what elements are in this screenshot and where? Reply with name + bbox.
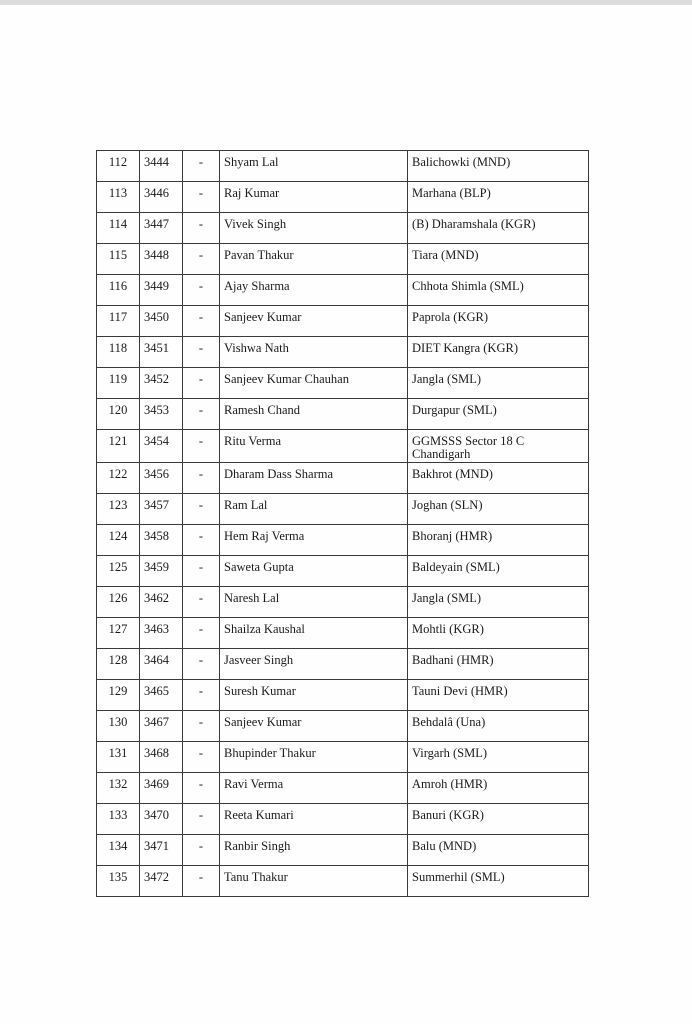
posting-place-cell: Summerhil (SML) <box>408 866 589 897</box>
person-name-cell: Ram Lal <box>220 494 408 525</box>
id-number-cell: 3463 <box>140 618 183 649</box>
person-name-cell: Pavan Thakur <box>220 244 408 275</box>
serial-number-cell: 134 <box>97 835 140 866</box>
posting-place-cell: Paprola (KGR) <box>408 306 589 337</box>
table-row <box>97 711 589 742</box>
serial-number-cell: 117 <box>97 306 140 337</box>
posting-place-cell: Balichowki (MND) <box>408 151 589 182</box>
person-name-cell: Vivek Singh <box>220 213 408 244</box>
serial-number-cell: 130 <box>97 711 140 742</box>
table-row <box>97 649 589 680</box>
serial-number-cell: 124 <box>97 525 140 556</box>
serial-number-cell: 114 <box>97 213 140 244</box>
id-number-cell: 3470 <box>140 804 183 835</box>
serial-number-cell: 125 <box>97 556 140 587</box>
posting-place-cell: Durgapur (SML) <box>408 399 589 430</box>
table-row <box>97 494 589 525</box>
table-row <box>97 244 589 275</box>
serial-number-cell: 131 <box>97 742 140 773</box>
serial-number-cell: 133 <box>97 804 140 835</box>
person-name-cell: Reeta Kumari <box>220 804 408 835</box>
serial-number-cell: 122 <box>97 463 140 494</box>
person-name-cell: Shailza Kaushal <box>220 618 408 649</box>
serial-number-cell: 135 <box>97 866 140 897</box>
posting-place-cell: Chhota Shimla (SML) <box>408 275 589 306</box>
serial-number-cell: 121 <box>97 430 140 463</box>
dash-cell: - <box>183 804 220 835</box>
posting-place-cell: Jangla (SML) <box>408 587 589 618</box>
table-row <box>97 773 589 804</box>
person-name-cell: Sanjeev Kumar <box>220 711 408 742</box>
person-name-cell: Jasveer Singh <box>220 649 408 680</box>
id-number-cell: 3448 <box>140 244 183 275</box>
table-row <box>97 556 589 587</box>
dash-cell: - <box>183 151 220 182</box>
posting-place-cell: DIET Kangra (KGR) <box>408 337 589 368</box>
dash-cell: - <box>183 182 220 213</box>
dash-cell: - <box>183 494 220 525</box>
table-row <box>97 275 589 306</box>
posting-place-cell: Mohtli (KGR) <box>408 618 589 649</box>
posting-place-cell: Tiara (MND) <box>408 244 589 275</box>
dash-cell: - <box>183 711 220 742</box>
dash-cell: - <box>183 525 220 556</box>
id-number-cell: 3471 <box>140 835 183 866</box>
person-name-cell: Naresh Lal <box>220 587 408 618</box>
posting-place-cell: GGMSSS Sector 18 C Chandigarh <box>408 430 589 463</box>
dash-cell: - <box>183 368 220 399</box>
dash-cell: - <box>183 399 220 430</box>
person-name-cell: Hem Raj Verma <box>220 525 408 556</box>
posting-place-cell: Bhoranj (HMR) <box>408 525 589 556</box>
id-number-cell: 3450 <box>140 306 183 337</box>
table-row <box>97 587 589 618</box>
person-name-cell: Sanjeev Kumar <box>220 306 408 337</box>
person-name-cell: Ravi Verma <box>220 773 408 804</box>
posting-place-cell: Badhani (HMR) <box>408 649 589 680</box>
dash-cell: - <box>183 463 220 494</box>
id-number-cell: 3454 <box>140 430 183 463</box>
posting-place-cell: Marhana (BLP) <box>408 182 589 213</box>
person-name-cell: Ramesh Chand <box>220 399 408 430</box>
dash-cell: - <box>183 649 220 680</box>
serial-number-cell: 118 <box>97 337 140 368</box>
dash-cell: - <box>183 742 220 773</box>
id-number-cell: 3456 <box>140 463 183 494</box>
dash-cell: - <box>183 306 220 337</box>
serial-number-cell: 119 <box>97 368 140 399</box>
posting-place-cell: Tauni Devi (HMR) <box>408 680 589 711</box>
dash-cell: - <box>183 866 220 897</box>
posting-place-cell: Amroh (HMR) <box>408 773 589 804</box>
posting-place-cell: Balu (MND) <box>408 835 589 866</box>
roster-table <box>96 150 589 897</box>
table-row <box>97 368 589 399</box>
id-number-cell: 3468 <box>140 742 183 773</box>
serial-number-cell: 127 <box>97 618 140 649</box>
person-name-cell: Ranbir Singh <box>220 835 408 866</box>
table-row <box>97 525 589 556</box>
id-number-cell: 3462 <box>140 587 183 618</box>
person-name-cell: Raj Kumar <box>220 182 408 213</box>
roster-table-body <box>97 151 589 897</box>
table-row <box>97 430 589 463</box>
person-name-cell: Shyam Lal <box>220 151 408 182</box>
serial-number-cell: 120 <box>97 399 140 430</box>
table-row <box>97 213 589 244</box>
posting-place-cell: Virgarh (SML) <box>408 742 589 773</box>
table-row <box>97 399 589 430</box>
id-number-cell: 3446 <box>140 182 183 213</box>
posting-place-cell: Jangla (SML) <box>408 368 589 399</box>
id-number-cell: 3472 <box>140 866 183 897</box>
dash-cell: - <box>183 835 220 866</box>
id-number-cell: 3444 <box>140 151 183 182</box>
id-number-cell: 3457 <box>140 494 183 525</box>
person-name-cell: Vishwa Nath <box>220 337 408 368</box>
id-number-cell: 3465 <box>140 680 183 711</box>
serial-number-cell: 132 <box>97 773 140 804</box>
id-number-cell: 3449 <box>140 275 183 306</box>
table-row <box>97 618 589 649</box>
dash-cell: - <box>183 337 220 368</box>
dash-cell: - <box>183 430 220 463</box>
person-name-cell: Sanjeev Kumar Chauhan <box>220 368 408 399</box>
posting-place-cell: Behdalâ (Una) <box>408 711 589 742</box>
posting-place-cell: Baldeyain (SML) <box>408 556 589 587</box>
serial-number-cell: 128 <box>97 649 140 680</box>
posting-place-cell: Joghan (SLN) <box>408 494 589 525</box>
id-number-cell: 3447 <box>140 213 183 244</box>
posting-place-cell: (B) Dharamshala (KGR) <box>408 213 589 244</box>
serial-number-cell: 115 <box>97 244 140 275</box>
id-number-cell: 3464 <box>140 649 183 680</box>
serial-number-cell: 123 <box>97 494 140 525</box>
serial-number-cell: 113 <box>97 182 140 213</box>
serial-number-cell: 116 <box>97 275 140 306</box>
person-name-cell: Tanu Thakur <box>220 866 408 897</box>
person-name-cell: Suresh Kumar <box>220 680 408 711</box>
person-name-cell: Ritu Verma <box>220 430 408 463</box>
table-row <box>97 866 589 897</box>
serial-number-cell: 112 <box>97 151 140 182</box>
id-number-cell: 3453 <box>140 399 183 430</box>
table-row <box>97 306 589 337</box>
dash-cell: - <box>183 556 220 587</box>
table-row <box>97 680 589 711</box>
person-name-cell: Saweta Gupta <box>220 556 408 587</box>
posting-place-cell: Banuri (KGR) <box>408 804 589 835</box>
table-row <box>97 463 589 494</box>
dash-cell: - <box>183 680 220 711</box>
serial-number-cell: 129 <box>97 680 140 711</box>
id-number-cell: 3452 <box>140 368 183 399</box>
id-number-cell: 3459 <box>140 556 183 587</box>
table-row <box>97 337 589 368</box>
dash-cell: - <box>183 213 220 244</box>
id-number-cell: 3469 <box>140 773 183 804</box>
dash-cell: - <box>183 244 220 275</box>
id-number-cell: 3467 <box>140 711 183 742</box>
person-name-cell: Dharam Dass Sharma <box>220 463 408 494</box>
person-name-cell: Ajay Sharma <box>220 275 408 306</box>
dash-cell: - <box>183 618 220 649</box>
id-number-cell: 3458 <box>140 525 183 556</box>
id-number-cell: 3451 <box>140 337 183 368</box>
posting-place-cell: Bakhrot (MND) <box>408 463 589 494</box>
person-name-cell: Bhupinder Thakur <box>220 742 408 773</box>
dash-cell: - <box>183 275 220 306</box>
table-row <box>97 804 589 835</box>
dash-cell: - <box>183 587 220 618</box>
table-row <box>97 835 589 866</box>
serial-number-cell: 126 <box>97 587 140 618</box>
table-row <box>97 182 589 213</box>
dash-cell: - <box>183 773 220 804</box>
table-row <box>97 151 589 182</box>
table-row <box>97 742 589 773</box>
